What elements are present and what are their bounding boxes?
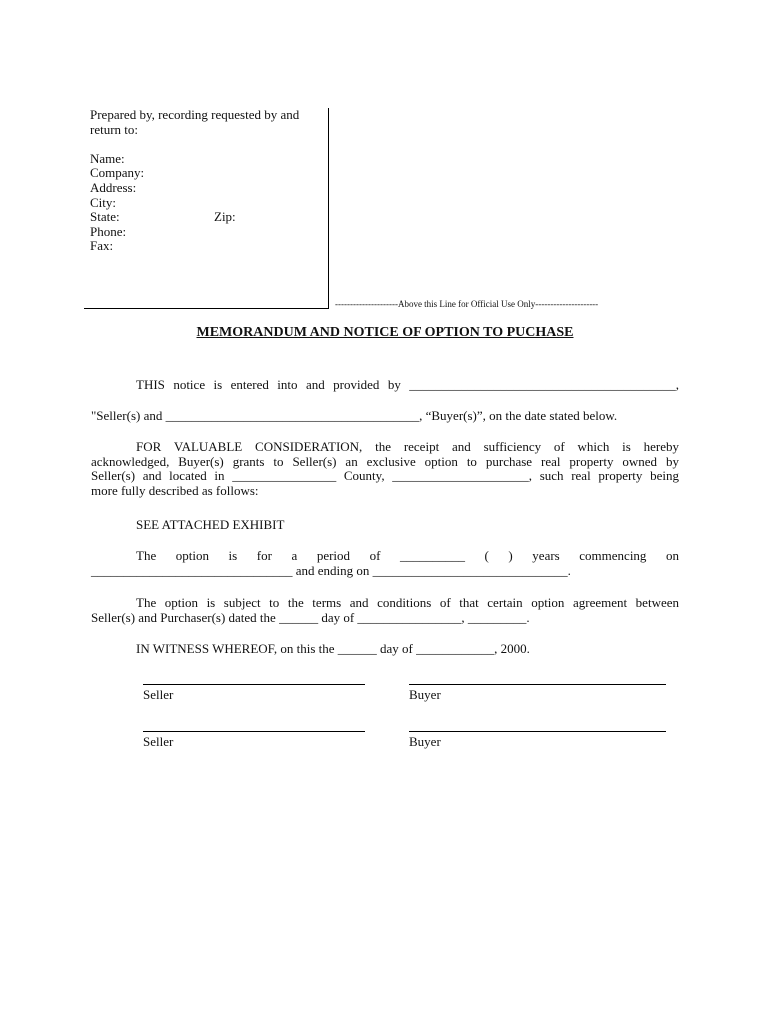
consideration-line-2: acknowledged, Buyer(s) grants to Seller(s) an exclusive option to purchase real property owned by — [91, 453, 679, 469]
buyer-label-1: Buyer — [409, 687, 441, 702]
buyer-signature-line-2 — [409, 731, 666, 732]
recording-info-block — [90, 108, 326, 254]
option-period-line-1: The option is for a period of __________ ( ) years commencing on — [136, 548, 679, 563]
recording-box-vertical-rule — [328, 108, 329, 309]
notice-paragraph: THIS notice is entered into and provided by _________________________________________, — [136, 377, 679, 392]
official-use-divider: ---------------------Above this Line for Official Use Only--------------------- — [335, 299, 599, 309]
company-label: Company: — [90, 165, 145, 181]
phone-label: Phone: — [90, 223, 127, 239]
option-terms-line-1: The option is subject to the terms and conditions of that certain option agreement between — [136, 595, 679, 610]
state-zip-row — [90, 210, 326, 225]
recording-box-horizontal-rule — [84, 308, 329, 309]
consideration-paragraph — [91, 440, 679, 498]
seller-signature-line-1 — [143, 684, 365, 685]
address-label: Address: — [90, 179, 137, 195]
state-label: State: — [90, 209, 120, 225]
seller-label-1: Seller — [143, 687, 174, 702]
witness-line: IN WITNESS WHEREOF, on this the ______ day of ____________, 2000. — [136, 641, 530, 656]
seller-signature-line-2 — [143, 731, 365, 732]
consideration-line-3: Seller(s) and located in ________________ County, _____________________, such real property being — [91, 468, 679, 484]
option-period-line-2: _______________________________ and ending on ______________________________. — [91, 562, 571, 578]
buyer-signature-line-1 — [409, 684, 666, 685]
document-title: MEMORANDUM AND NOTICE OF OPTION TO PUCHASE — [196, 325, 574, 340]
exhibit-reference: SEE ATTACHED EXHIBIT — [136, 517, 285, 532]
option-terms-paragraph — [91, 596, 679, 625]
option-terms-line-2: Seller(s) and Purchaser(s) dated the ______ day of ________________, _________. — [91, 609, 530, 625]
city-label: City: — [90, 194, 117, 210]
seller-label-2: Seller — [143, 734, 174, 749]
buyer-label-2: Buyer — [409, 734, 441, 749]
option-period-paragraph — [91, 549, 679, 578]
prepared-by-line-2: return to: — [90, 121, 139, 137]
prepared-by-line-1: Prepared by, recording requested by and — [90, 107, 300, 122]
consideration-line-4: more fully described as follows: — [91, 482, 259, 498]
seller-buyer-line: "Seller(s) and _______________________________________, “Buyer(s)”, on the date stated below. — [91, 408, 618, 423]
name-label: Name: — [90, 150, 125, 166]
fax-label: Fax: — [90, 238, 114, 254]
zip-label: Zip: — [214, 209, 236, 225]
consideration-line-1: FOR VALUABLE CONSIDERATION, the receipt and sufficiency of which is hereby — [136, 439, 679, 454]
